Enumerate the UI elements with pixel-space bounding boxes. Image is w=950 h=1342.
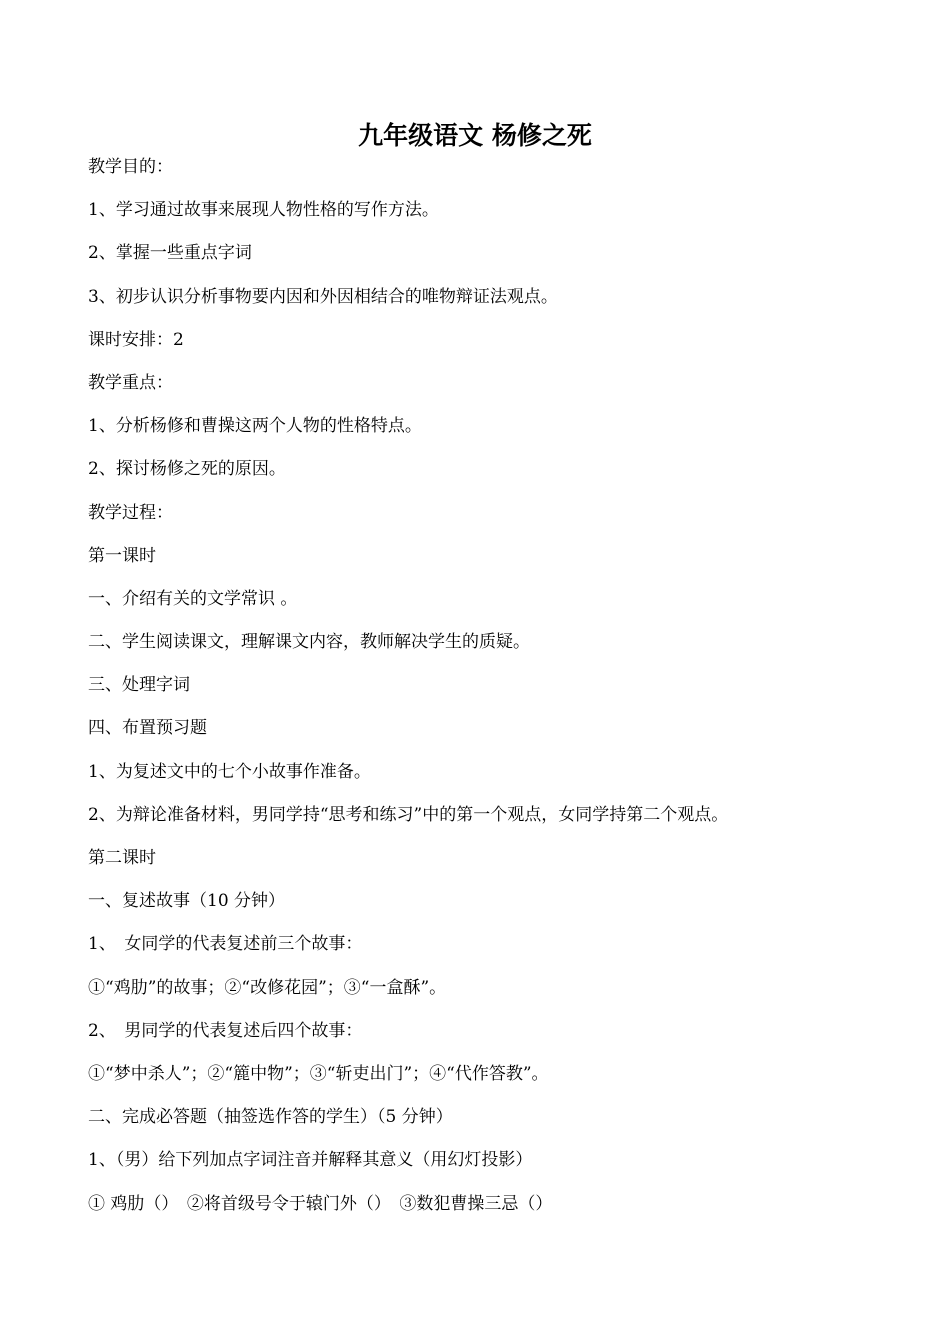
text-line: 1、 女同学的代表复述前三个故事： — [88, 934, 363, 955]
text-line: 第二课时 — [88, 848, 156, 868]
text-line: 教学过程： — [88, 502, 173, 523]
text-line: 第一课时 — [88, 545, 156, 566]
text-line: 2、探讨杨修之死的原因。 — [88, 459, 286, 480]
text-line: 教学目的： — [88, 157, 173, 177]
text-line: 四、布置预习题 — [88, 718, 207, 739]
text-line: 1、（男）给下列加点字词注音并解释其意义（用幻灯投影） — [88, 1150, 533, 1171]
text-line: 3、初步认识分析事物要内因和外因相结合的唯物辩证法观点。 — [88, 286, 558, 307]
text-line: 2、掌握一些重点字词 — [88, 243, 252, 264]
document-title: 九年级语文 杨修之死 — [358, 121, 592, 150]
text-line: 三、处理字词 — [88, 675, 190, 696]
document-body — [88, 150, 928, 1230]
text-line: 1、分析杨修和曹操这两个人物的性格特点。 — [88, 416, 422, 437]
text-line: 2、为辩论准备材料，男同学持“思考和练习”中的第一个观点，女同学持第二个观点。 — [88, 804, 729, 825]
text-line: 1、学习通过故事来展现人物性格的写作方法。 — [88, 200, 439, 221]
text-line: ① 鸡肋（） ②将首级号令于辕门外（） ③数犯曹操三忌（） — [88, 1193, 553, 1214]
text-line: ①“鸡肋”的故事；②“改修花园”；③“一盒酥”。 — [88, 977, 447, 998]
text-line: 二、学生阅读课文，理解课文内容，教师解决学生的质疑。 — [88, 632, 530, 653]
text-line: 一、复述故事（10 分钟） — [88, 891, 286, 912]
text-line: 教学重点： — [88, 372, 173, 393]
text-line: 二、完成必答题（抽签选作答的学生）（5 分钟） — [88, 1107, 453, 1128]
text-line: ①“梦中杀人”；②“簏中物”；③“斩吏出门”；④“代作答教”。 — [88, 1063, 549, 1084]
text-line: 一、介绍有关的文学常识 。 — [88, 588, 298, 609]
text-line: 2、 男同学的代表复述后四个故事： — [88, 1020, 363, 1041]
text-line: 课时安排：2 — [88, 329, 184, 350]
text-line: 1、为复述文中的七个小故事作准备。 — [88, 761, 371, 782]
